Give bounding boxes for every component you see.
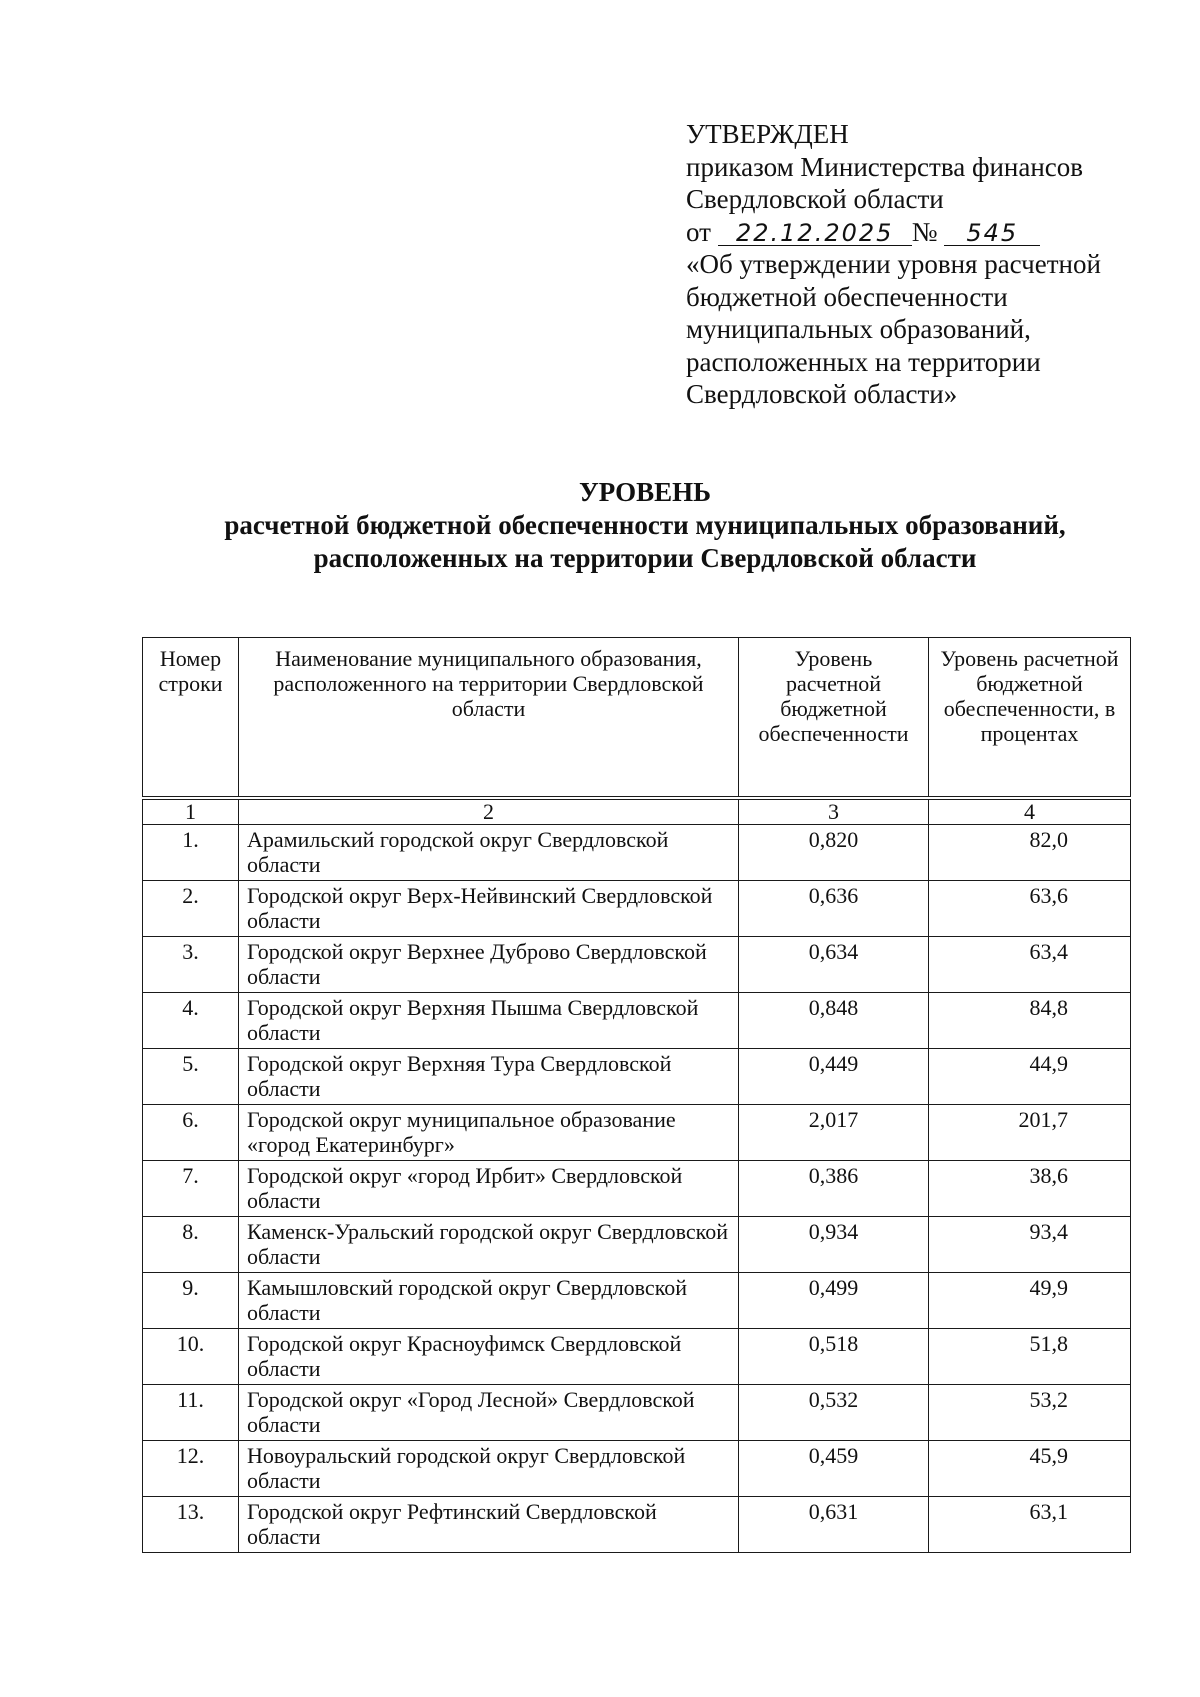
municipality-name: Новоуральский городской округ Свердловской области [239,1441,739,1497]
provision-percent: 53,2 [929,1385,1131,1441]
row-number: 12. [143,1441,239,1497]
provision-level: 0,934 [739,1217,929,1273]
subject-line-5: Свердловской области» [686,379,958,409]
table-row [143,881,1131,937]
row-number: 9. [143,1273,239,1329]
subject-line-2: бюджетной обеспеченности [686,281,1008,312]
municipality-name: Городской округ Верхняя Пышма Свердловской области [239,993,739,1049]
table-row [143,937,1131,993]
municipality-name: Городской округ Рефтинский Свердловской области [239,1497,739,1553]
subject-line-4: расположенных на территории [686,346,1041,377]
provision-level: 0,636 [739,881,929,937]
provision-level: 0,449 [739,1049,929,1105]
table-row [143,993,1131,1049]
header-provision-percent: Уровень расчетной бюджетной обеспеченности, в процентах [929,638,1131,799]
municipality-name: Городской округ «Город Лесной» Свердловской области [239,1385,739,1441]
provision-percent: 63,4 [929,937,1131,993]
row-number: 1. [143,825,239,881]
provision-level: 0,459 [739,1441,929,1497]
municipality-name: Городской округ Верхнее Дуброво Свердловской области [239,937,739,993]
document-subtitle-line-1: расчетной бюджетной обеспеченности муниципальных образований, [224,510,1066,540]
municipality-name: Городской округ «город Ирбит» Свердловской области [239,1161,739,1217]
budget-provision-table [142,637,1131,1553]
header-provision-level: Уровень расчетной бюджетной обеспеченности [739,638,929,799]
municipality-name: Городской округ Верхняя Тура Свердловской области [239,1049,739,1105]
table-row [143,825,1131,881]
provision-percent: 63,1 [929,1497,1131,1553]
table-row [143,1329,1131,1385]
subject-line-1: «Об утверждении уровня расчетной [686,249,1101,279]
column-number-row [143,798,1131,825]
provision-level: 0,631 [739,1497,929,1553]
document-title-block [150,476,1140,575]
provision-percent: 82,0 [929,825,1131,881]
table-row [143,1497,1131,1553]
provision-level: 2,017 [739,1105,929,1161]
row-number: 13. [143,1497,239,1553]
municipality-name: Городской округ Верх-Нейвинский Свердловской области [239,881,739,937]
row-number: 4. [143,993,239,1049]
column-number: 1 [143,798,239,825]
handwritten-number: 545 [944,221,1040,246]
municipality-name: Городской округ Красноуфимск Свердловской области [239,1329,739,1385]
column-number: 3 [739,798,929,825]
row-number: 3. [143,937,239,993]
provision-level: 0,499 [739,1273,929,1329]
row-number: 11. [143,1385,239,1441]
table-row [143,1441,1131,1497]
table-row [143,1105,1131,1161]
document-title: УРОВЕНЬ [578,477,712,507]
provision-level: 0,532 [739,1385,929,1441]
provision-percent: 49,9 [929,1273,1131,1329]
approved-heading: УТВЕРЖДЕН [686,119,849,149]
row-number: 10. [143,1329,239,1385]
provision-percent: 63,6 [929,881,1131,937]
table-row [143,1385,1131,1441]
row-number: 7. [143,1161,239,1217]
table-row [143,1049,1131,1105]
provision-level: 0,820 [739,825,929,881]
municipality-name: Арамильский городской округ Свердловской области [239,825,739,881]
column-number: 2 [239,798,739,825]
header-municipality-name: Наименование муниципального образования, расположенного на территории Свердловской области [239,638,739,799]
provision-percent: 44,9 [929,1049,1131,1105]
provision-percent: 51,8 [929,1329,1131,1385]
number-prefix: № [911,216,938,247]
row-number: 2. [143,881,239,937]
table-header-row [143,638,1131,799]
provision-level: 0,386 [739,1161,929,1217]
municipality-name: Каменск-Уральский городской округ Свердловской области [239,1217,739,1273]
approval-date-number-line [686,216,1166,249]
header-row-number: Номер строки [143,638,239,799]
provision-percent: 201,7 [929,1105,1131,1161]
provision-percent: 38,6 [929,1161,1131,1217]
provision-percent: 93,4 [929,1217,1131,1273]
row-number: 5. [143,1049,239,1105]
approval-region-line: Свердловской области [686,184,944,214]
row-number: 8. [143,1217,239,1273]
provision-percent: 84,8 [929,993,1131,1049]
column-number: 4 [929,798,1131,825]
date-prefix: от [686,216,711,247]
handwritten-date: 22.12.2025 [718,221,912,246]
table-row [143,1161,1131,1217]
municipality-name: Городской округ муниципальное образование «город Екатеринбург» [239,1105,739,1161]
provision-percent: 45,9 [929,1441,1131,1497]
provision-level: 0,848 [739,993,929,1049]
municipality-name: Камышловский городской округ Свердловской области [239,1273,739,1329]
approval-order-line: приказом Министерства финансов [686,151,1084,182]
row-number: 6. [143,1105,239,1161]
provision-level: 0,634 [739,937,929,993]
table-row [143,1217,1131,1273]
provision-level: 0,518 [739,1329,929,1385]
subject-line-3: муниципальных образований, [686,314,1031,344]
document-subtitle-line-2: расположенных на территории Свердловской области [313,543,977,573]
approval-stamp [686,118,1166,411]
table-row [143,1273,1131,1329]
